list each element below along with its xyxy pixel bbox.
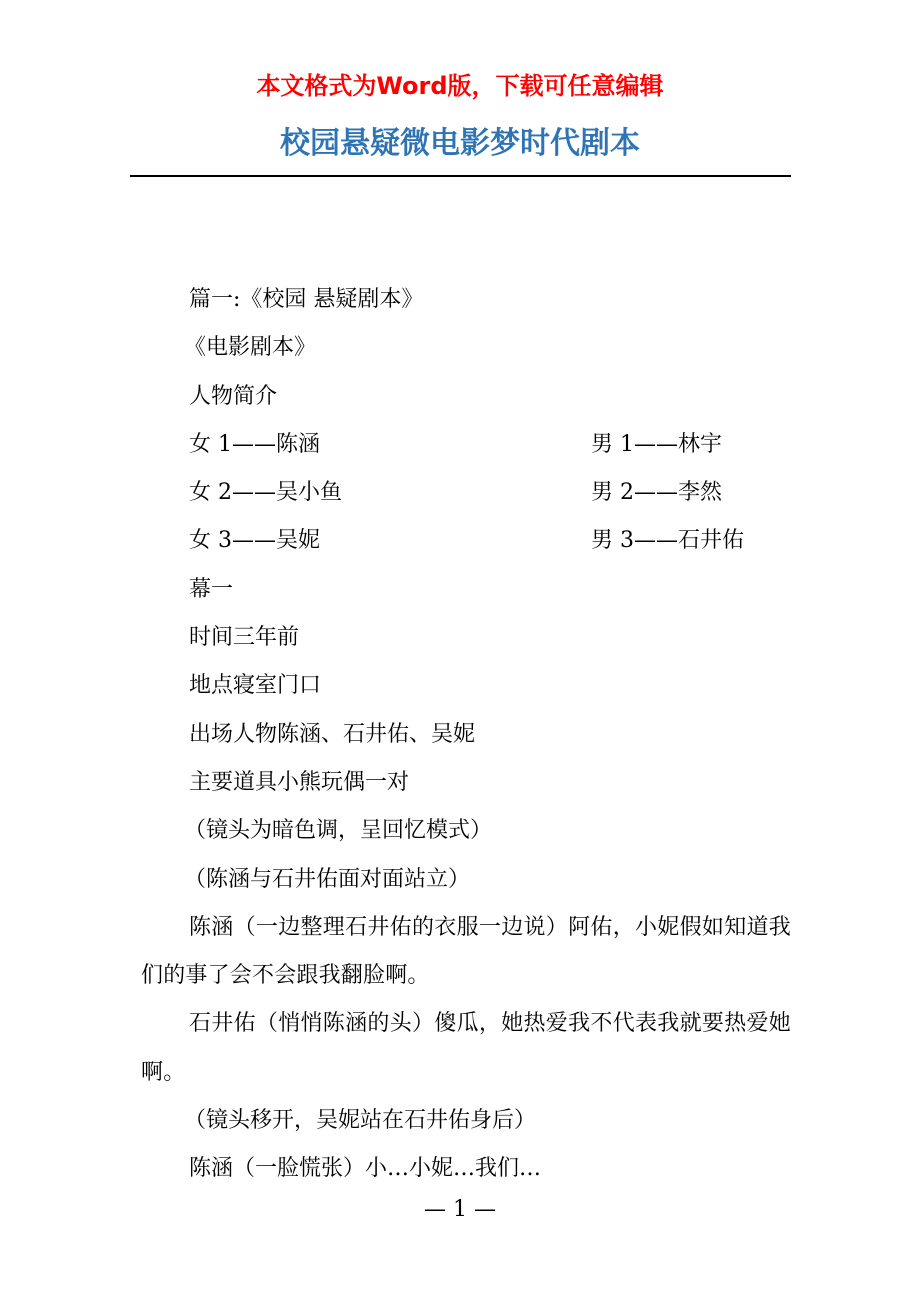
stage-direction: （镜头为暗色调，呈回忆模式）: [184, 818, 493, 844]
scene-props: 主要道具小熊玩偶一对: [189, 769, 410, 795]
dialogue-line: 陈涵（一脸慌张）小…小妮…我们…: [189, 1156, 542, 1182]
scene-characters: 出场人物陈涵、石井佑、吴妮: [189, 721, 476, 747]
stage-direction: （镜头移开，吴妮站在石井佑身后）: [184, 1108, 537, 1134]
document-title: 校园悬疑微电影梦时代剧本: [280, 126, 640, 161]
format-notice-banner: 本文格式为Word版，下载可任意编辑: [256, 72, 664, 100]
page-number: — 1 —: [424, 1197, 496, 1222]
scene-place: 地点寝室门口: [189, 673, 322, 699]
dialogue-paragraph: 石井佑（悄悄陈涵的头）傻瓜，她热爱我不代表我就要热爱她啊。: [141, 1011, 791, 1085]
cast-male: 男 2——李然: [591, 480, 722, 506]
dialogue-paragraph: 陈涵（一边整理石井佑的衣服一边说）阿佑，小妮假如知道我们的事了会不会跟我翻脸啊。: [141, 914, 791, 989]
document-body: [141, 276, 791, 1194]
stage-direction: （陈涵与石井佑面对面站立）: [184, 866, 471, 892]
cast-row: [141, 517, 791, 565]
cast-male: 男 1——林宇: [591, 431, 722, 457]
subheading: 《电影剧本》: [184, 335, 317, 361]
cast-row: [141, 421, 791, 469]
cast-female: 女 3——吴妮: [189, 528, 320, 554]
cast-row: [141, 469, 791, 517]
cast-male: 男 3——石井佑: [591, 528, 744, 554]
act-heading: 幕一: [189, 576, 234, 602]
section-heading: 篇一:《校园 悬疑剧本》: [189, 287, 424, 312]
cast-female: 女 2——吴小鱼: [189, 480, 342, 506]
scene-time: 时间三年前: [189, 625, 300, 651]
cast-female: 女 1——陈涵: [189, 431, 320, 457]
title-divider: [130, 175, 791, 177]
cast-heading: 人物简介: [189, 383, 278, 409]
